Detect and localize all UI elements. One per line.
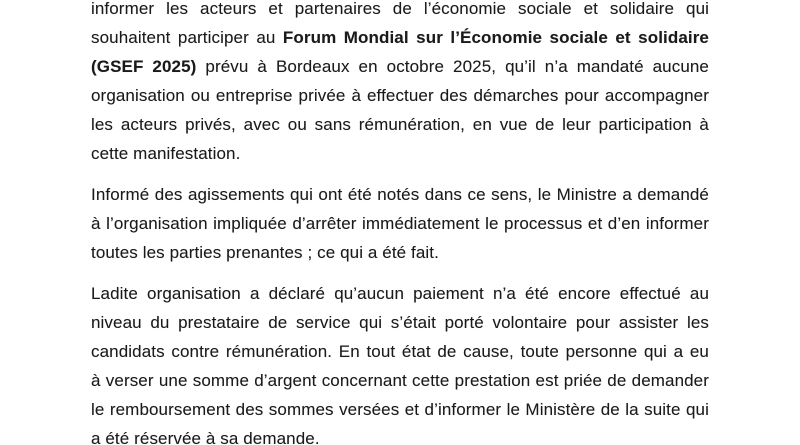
text-line [91,139,709,168]
text-line [91,279,709,308]
body-text-segment: informer les acteurs et partenaires de l’économie sociale et solidaire qui [91,0,709,18]
text-line [91,0,709,23]
body-text-segment: les acteurs privés, avec ou sans rémunération, en vue de leur participation à [91,115,709,134]
document-text-block [91,0,709,445]
body-text-segment: Ladite organisation a déclaré qu’aucun paiement n’a été encore effectué au [91,284,709,303]
body-text-segment: a été réservée à sa demande. [91,429,320,445]
body-text-segment: niveau du prestataire de service qui s’était porté volontaire pour assister les [91,313,709,332]
body-text-segment: Informé des agissements qui ont été notés dans ce sens, le Ministre a demandé [91,185,709,204]
text-line [91,366,709,395]
text-line [91,23,709,52]
text-line [91,308,709,337]
text-line [91,209,709,238]
text-line [91,110,709,139]
paragraph-3 [91,279,709,445]
body-text-segment: le remboursement des sommes versées et d’informer le Ministère de la suite qui [91,400,709,419]
body-text-segment: cette manifestation. [91,144,241,163]
body-text-segment: toutes les parties prenantes ; ce qui a été fait. [91,243,439,262]
text-line [91,81,709,110]
text-line [91,180,709,209]
text-line [91,424,709,445]
body-text-segment: à verser une somme d’argent concernant cette prestation est priée de demander [91,371,709,390]
text-line [91,238,709,267]
body-text-segment: organisation ou entreprise privée à effectuer des démarches pour accompagner [91,86,709,105]
text-line [91,395,709,424]
body-text-segment: souhaitent participer au [91,28,283,47]
bold-text-segment: (GSEF 2025) [91,57,197,76]
body-text-segment: à l’organisation impliquée d’arrêter immédiatement le processus et d’en informer [91,214,709,233]
body-text-segment: prévu à Bordeaux en octobre 2025, qu’il n’a mandaté aucune [196,57,709,76]
text-line [91,337,709,366]
bold-text-segment: Forum Mondial sur l’Économie sociale et solidaire [282,28,709,47]
text-line [91,52,709,81]
body-text-segment: candidats contre rémunération. En tout état de cause, toute personne qui a eu [91,342,709,361]
paragraph-2 [91,180,709,267]
paragraph-1 [91,0,709,168]
